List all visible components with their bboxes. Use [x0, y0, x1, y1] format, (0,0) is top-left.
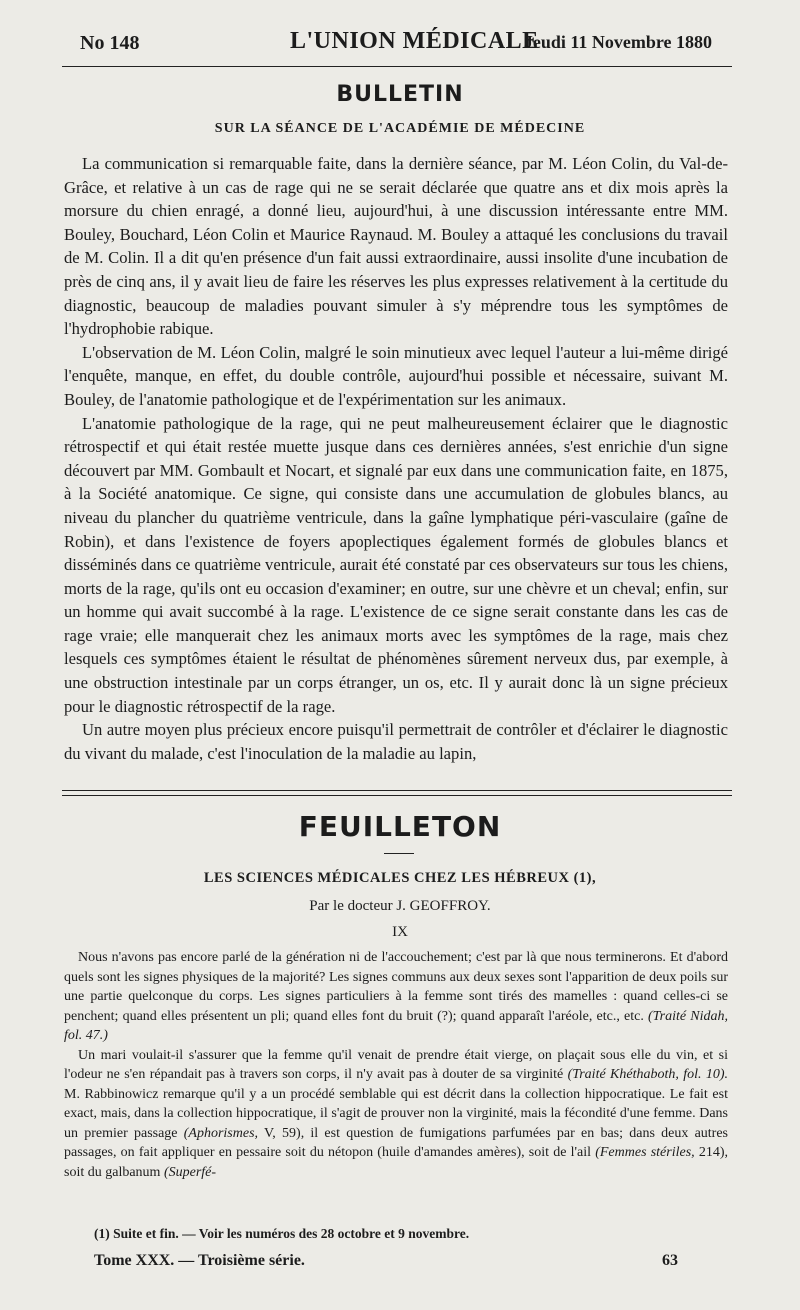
- bulletin-paragraph: L'observation de M. Léon Colin, malgré le soin minutieux avec lequel l'auteur a lui-même dirigé l'enquête, manque, en effet, du double contrôle, aujourd'hui possible et nécessaire, suivant M. Bouley, de l'anatomie pathologique et de l'expérimentation sur les animaux.: [64, 342, 728, 409]
- citation: (Traité Khéthaboth, fol. 10).: [567, 1067, 729, 1082]
- bulletin-paragraph: La communication si remarquable faite, dans la dernière séance, par M. Léon Colin, du Val-de-Grâce, et relative à un cas de rage qui ne se serait déclarée que quatre ans et dix mois après la morsure du chien enragé, a donné lieu, aujourd'hui, à une discussion intéressante entre MM. Bouley, Bouchard, Léon Colin et Maurice Raynaud. M. Bouley a attaqué les conclusions du travail de M. Colin. Il a dit qu'en présence d'un fait aussi extraordinaire, aussi insolite d'une incubation de près de cinq ans, il y avait lieu de faire les réserves les plus expresses relativement à la certitude du diagnostic, beaucoup de maladies pouvant simuler à s'y méprendre tous les symptômes de l'hydrophobie rabique.: [64, 154, 728, 339]
- section-divider-bottom: [62, 795, 732, 796]
- feuilleton-paragraph: [64, 948, 728, 1046]
- paragraph-text: M. Rabbinowicz remarque qu'il y a un procédé semblable qui est décrit dans la collection hippocratique. Le fait est exact, mais, dans la collection hippocratique, il s'agit de prouver non la virginité, mais la fécondité d'une femme. Dans un premier passage: [64, 1086, 728, 1141]
- feuilleton-body: [64, 948, 728, 1182]
- feuilleton-title: FEUILLETON: [298, 810, 502, 843]
- citation: (Aphorismes,: [183, 1125, 259, 1141]
- bulletin-body: [64, 152, 728, 765]
- page-number: 63: [662, 1252, 678, 1269]
- journal-title: L'UNION MÉDICALE: [290, 28, 539, 54]
- feuilleton-subtitle: LES SCIENCES MÉDICALES CHEZ LES HÉBREUX (1),: [203, 870, 597, 886]
- page-footer: [94, 1252, 678, 1270]
- issue-number: No 148: [80, 32, 140, 54]
- page-header: [80, 28, 712, 60]
- bulletin-title: BULLETIN: [336, 82, 464, 107]
- bulletin-paragraph: L'anatomie pathologique de la rage, qui ne peut malheureusement éclairer que le diagnostic rétrospectif et qui était restée muette jusque dans ces dernières années, s'est enrichie d'un signe découvert par MM. Gombault et Nocart, et signalé par eux dans une communication faite, en 1875, à la Société anatomique. Ce signe, qui consiste dans une accumulation de globules blancs, au niveau du plancher du quatrième ventricule, dans la gaîne lymphatique péri-vasculaire (gaîne de Robin), et dans l'existence de foyers apoplectiques également formés de globules blancs et disséminés dans ce quatrième ventricule, aurait été constaté par ces observateurs sur tous les chiens, morts de la rage, qu'ils ont eu occasion d'examiner; en outre, sur une chèvre et un cheval; enfin, sur un homme qui avait succombé à la rage. L'existence de ce signe serait constante dans les cas de rage vraie; elle manquerait chez les animaux morts avec les symptômes de la rage, mais chez lesquels ces symptômes étaient le résultat de phénomènes sûrement nerveux dus, par exemple, à une obstruction intestinale par un corps étranger, un os, etc. Il y aurait donc là un signe précieux pour le diagnostic rétrospectif de la rage.: [64, 413, 728, 716]
- paragraph-text: 214), soit du galbanum: [64, 1145, 728, 1180]
- feuilleton-author: Par le docteur J. GEOFFROY.: [309, 898, 491, 914]
- title-dash: [384, 853, 414, 854]
- feuilleton-paragraph: [64, 1046, 728, 1183]
- footnote: (1) Suite et fin. — Voir les numéros des 28 octobre et 9 novembre.: [94, 1226, 470, 1241]
- paragraph-text: Un mari voulait-il s'assurer que la femme qu'il venait de prendre était vierge, on plaçait sous elle du vin, et si l'odeur ne s'en répandait pas à travers son corps, il n'y avait pas à douter de sa virginité: [64, 1047, 728, 1082]
- citation: (Femmes stériles,: [595, 1145, 695, 1160]
- paragraph-text: Nous n'avons pas encore parlé de la génération ni de l'accouchement; c'est par là que nous terminerons. Et d'abord quels sont les signes physiques de la majorité? Les signes communs aux deux sexes sont l'apparition de deux poils sur une partie quelconque du corps. Les signes particuliers à la femme sont tirés des mamelles : quand celles-ci se penchent; quand elles présentent un pli; quand elles font du bruit (?); quand apparaît l'aréole, etc., etc.: [64, 950, 728, 1024]
- paragraph-text: V, 59), il est question de fumigations parfumées par en bas; dans deux autres passages, on fait appliquer en pessaire soit du nétopon (huile d'amandes amères), soit de l'ail: [64, 1125, 728, 1160]
- section-number: IX: [392, 924, 408, 940]
- tome-label: Tome XXX. — Troisième série.: [94, 1252, 305, 1269]
- citation: (Traité Nidah, fol. 47.): [64, 1008, 728, 1043]
- section-divider-top: [62, 790, 732, 791]
- header-rule: [62, 66, 732, 67]
- issue-date: Jeudi 11 Novembre 1880: [523, 32, 712, 52]
- bulletin-paragraph: Un autre moyen plus précieux encore puisqu'il permettrait de contrôler et d'éclairer le diagnostic du vivant du malade, c'est l'inoculation de la maladie au lapin,: [64, 720, 728, 763]
- citation: (Superfé-: [163, 1164, 217, 1180]
- bulletin-subtitle: SUR LA SÉANCE DE L'ACADÉMIE DE MÉDECINE: [214, 121, 586, 136]
